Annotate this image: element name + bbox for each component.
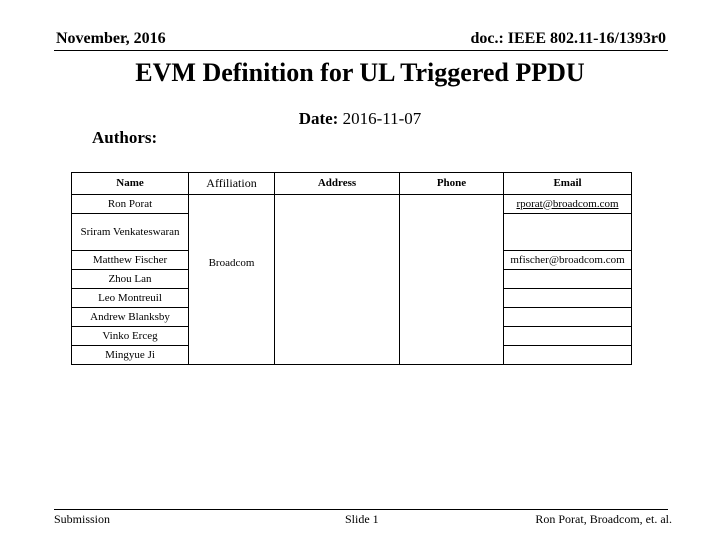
author-name: Vinko Erceg xyxy=(72,327,189,346)
date-line xyxy=(0,109,720,129)
affiliation-value: Broadcom xyxy=(208,257,255,269)
authors-table xyxy=(71,172,632,365)
table-header-row xyxy=(72,173,632,195)
author-name: Sriram Venkateswaran xyxy=(72,214,189,251)
email-cell: mfischer@broadcom.com xyxy=(504,251,632,270)
email-cell xyxy=(504,289,632,308)
footer-slide-number: Slide 1 xyxy=(345,512,379,526)
author-name: Leo Montreuil xyxy=(72,289,189,308)
date-label: Date: xyxy=(298,109,339,128)
header-email: Email xyxy=(504,173,632,195)
email-cell xyxy=(504,270,632,289)
header-name: Name xyxy=(72,173,189,195)
authors-label: Authors: xyxy=(92,128,158,147)
date-value: 2016-11-07 xyxy=(342,109,422,128)
header-address: Address xyxy=(275,173,400,195)
author-name: Matthew Fischer xyxy=(72,251,189,270)
footer-submission: Submission xyxy=(54,512,111,526)
author-name: Andrew Blanksby xyxy=(72,308,189,327)
email-cell xyxy=(504,214,632,251)
email-cell xyxy=(504,327,632,346)
header-doc-id: doc.: IEEE 802.11-16/1393r0 xyxy=(470,30,666,47)
affiliation-cell xyxy=(189,195,275,365)
footer-authors: Ron Porat, Broadcom, et. al. xyxy=(535,512,672,526)
slide-title: EVM Definition for UL Triggered PPDU xyxy=(135,58,585,87)
author-name: Mingyue Ji xyxy=(72,346,189,365)
footer-divider xyxy=(54,509,668,510)
email-cell xyxy=(504,346,632,365)
header-date: November, 2016 xyxy=(56,30,166,47)
table-row xyxy=(72,195,632,214)
email-link[interactable]: rporat@broadcom.com xyxy=(516,197,619,210)
author-name: Ron Porat xyxy=(72,195,189,214)
email-cell xyxy=(504,195,632,214)
header-affiliation: Affiliation xyxy=(189,173,275,195)
header-divider xyxy=(54,50,668,51)
email-cell xyxy=(504,308,632,327)
phone-cell xyxy=(400,195,504,365)
author-name: Zhou Lan xyxy=(72,270,189,289)
header-phone: Phone xyxy=(400,173,504,195)
address-cell xyxy=(275,195,400,365)
